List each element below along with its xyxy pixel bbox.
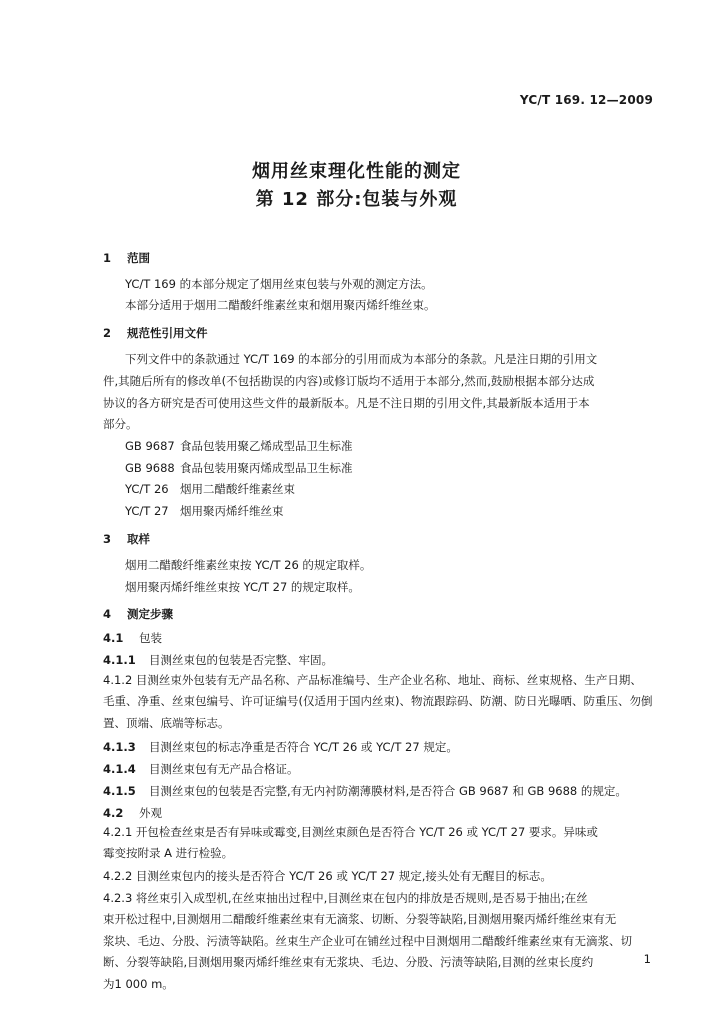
reference-title: 食品包装用聚丙烯成型品卫生标准: [180, 461, 353, 475]
clause-number: 4.1.3: [103, 740, 136, 754]
section-2-heading: [103, 325, 208, 341]
section-title: 范围: [127, 251, 150, 265]
clause-4-1-1: [103, 652, 333, 668]
clause-4-2-3-line: 浆块、毛边、分股、污渍等缺陷。丝束生产企业可在铺丝过程中目测烟用二醋酸纤维素丝束有无滴浆、切: [103, 934, 632, 948]
clause-4-1-2-line: 置、顶端、底端等标志。: [103, 716, 230, 730]
section-number: 1: [103, 251, 112, 265]
paragraph: 烟用聚丙烯纤维丝束按 YC/T 27 的规定取样。: [125, 580, 360, 594]
clause-4-1-4: [103, 761, 299, 777]
section-title: 测定步骤: [127, 607, 173, 621]
section-title: 规范性引用文件: [127, 326, 208, 340]
section-number: 3: [103, 532, 112, 546]
reference-item: [125, 501, 284, 522]
paragraph-line: 件,其随后所有的修改单(不包括勘误的内容)或修订版均不适用于本部分,然而,鼓励根据本部分达成: [103, 374, 595, 388]
clause-4-2-1-line: 4.2.1 开包检查丝束是否有异味或霉变,目测丝束颜色是否符合 YC/T 26 或 YC/T 27 要求。异味或: [103, 825, 598, 839]
reference-item: [125, 436, 353, 457]
subsection-4-1-heading: [103, 630, 162, 646]
clause-4-1-2-line: 毛重、净重、丝束包编号、许可证编号(仅适用于国内丝束)、物流跟踪码、防潮、防日光曝晒、防重压、勿倒: [103, 694, 653, 708]
section-3-heading: [103, 531, 150, 547]
clause-4-2-1-line: 霉变按附录 A 进行检验。: [103, 846, 234, 860]
document-subtitle: 第 12 部分:包装与外观: [255, 189, 458, 210]
reference-code: YC/T 26: [125, 482, 169, 496]
page-number: 1: [643, 952, 651, 966]
clause-number: 4.1.5: [103, 784, 136, 798]
subsection-title: 外观: [139, 806, 162, 820]
reference-code: YC/T 27: [125, 504, 169, 518]
subsection-title: 包装: [139, 631, 162, 645]
reference-code: GB 9687: [125, 439, 175, 453]
section-title: 取样: [127, 532, 150, 546]
subsection-number: 4.1: [103, 631, 124, 645]
clause-4-1-2-line: 4.1.2 目测丝束外包装有无产品名称、产品标准编号、生产企业名称、地址、商标、丝束规格、生产日期、: [103, 673, 642, 687]
clause-text: 目测丝束包的包装是否完整,有无内衬防潮薄膜材料,是否符合 GB 9687 和 GB 9688 的规定。: [149, 784, 627, 798]
reference-title: 食品包装用聚乙烯成型品卫生标准: [180, 439, 353, 453]
reference-item: [125, 479, 295, 500]
clause-number: 4.1.4: [103, 762, 136, 776]
clause-4-1-5: [103, 783, 627, 799]
reference-title: 烟用二醋酸纤维素丝束: [180, 482, 295, 496]
paragraph-line: 下列文件中的条款通过 YC/T 169 的本部分的引用而成为本部分的条款。凡是注日期的引用文: [125, 352, 598, 366]
clause-text: 目测丝束包的包装是否完整、牢固。: [149, 653, 333, 667]
subsection-4-2-heading: [103, 805, 162, 821]
clause-number: 4.1.1: [103, 653, 136, 667]
paragraph: YC/T 169 的本部分规定了烟用丝束包装与外观的测定方法。: [125, 277, 433, 291]
clause-text: 目测丝束包有无产品合格证。: [149, 762, 299, 776]
clause-4-2-3-line: 4.2.3 将丝束引入成型机,在丝束抽出过程中,目测丝束在包内的排放是否规则,是否易于抽出;在丝: [103, 891, 588, 905]
section-number: 2: [103, 326, 112, 340]
section-4-heading: [103, 606, 173, 622]
clause-4-2-2: 4.2.2 目测丝束包内的接头是否符合 YC/T 26 或 YC/T 27 规定,接头处有无醒目的标志。: [103, 869, 552, 883]
clause-4-2-3-line: 断、分裂等缺陷,目测烟用聚丙烯纤维丝束有无浆块、毛边、分股、污渍等缺陷,目测的丝束长度约: [103, 955, 594, 969]
paragraph-line: 部分。: [103, 417, 138, 431]
document-title: 烟用丝束理化性能的测定: [252, 161, 461, 182]
clause-4-2-3-line: 为1 000 m。: [103, 977, 174, 991]
paragraph: 烟用二醋酸纤维素丝束按 YC/T 26 的规定取样。: [125, 558, 372, 572]
section-number: 4: [103, 607, 112, 621]
subsection-number: 4.2: [103, 806, 124, 820]
clause-4-2-3-line: 束开松过程中,目测烟用二醋酸纤维素丝束有无滴浆、切断、分裂等缺陷,目测烟用聚丙烯纤维丝束有无: [103, 912, 617, 926]
reference-code: GB 9688: [125, 461, 175, 475]
clause-text: 目测丝束包的标志净重是否符合 YC/T 26 或 YC/T 27 规定。: [149, 740, 458, 754]
paragraph: 本部分适用于烟用二醋酸纤维素丝束和烟用聚丙烯纤维丝束。: [125, 298, 436, 312]
reference-item: [125, 458, 353, 479]
paragraph-line: 协议的各方研究是否可使用这些文件的最新版本。凡是不注日期的引用文件,其最新版本适用于本: [103, 396, 590, 410]
clause-4-1-3: [103, 739, 458, 755]
section-1-heading: [103, 250, 150, 266]
standard-number: YC/T 169. 12—2009: [519, 93, 653, 107]
reference-title: 烟用聚丙烯纤维丝束: [180, 504, 284, 518]
